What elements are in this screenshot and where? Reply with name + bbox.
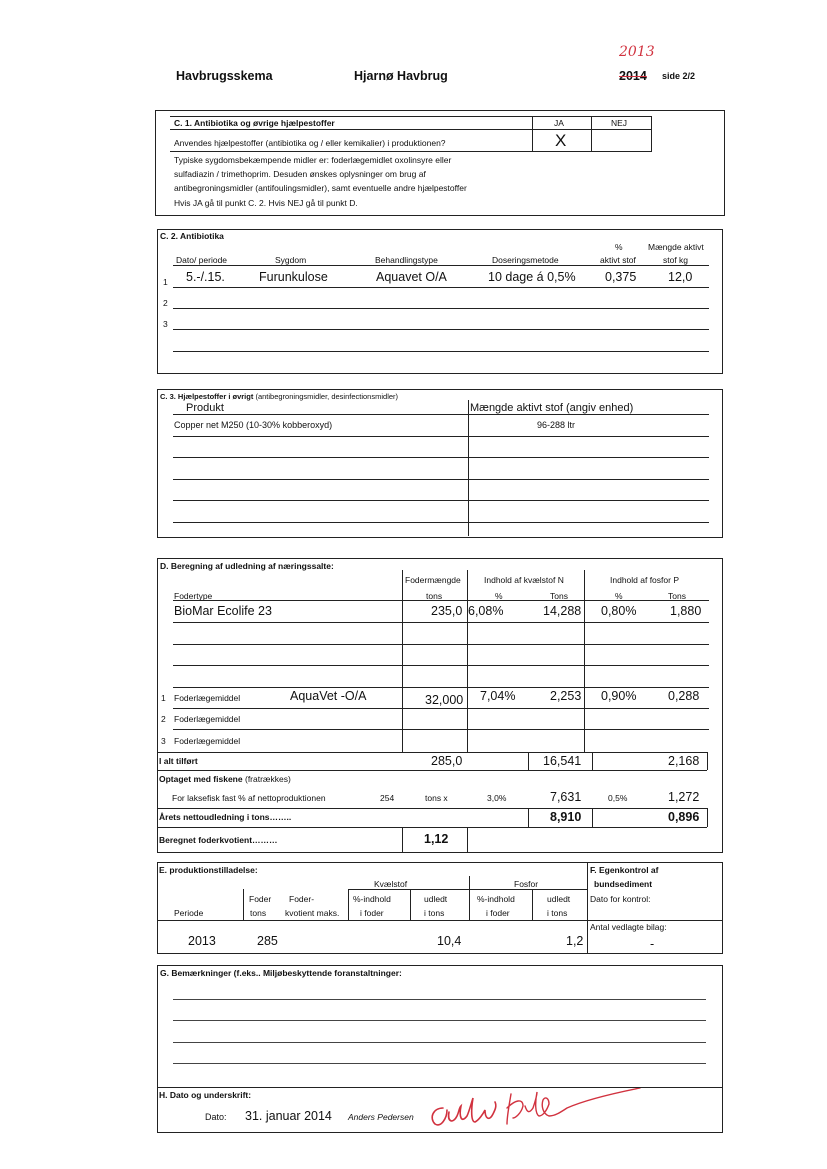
- c1-title: C. 1. Antibiotika og øvrige hjælpestoffer: [174, 118, 335, 128]
- c2-header-maengde-top: Mængde aktivt: [648, 242, 704, 252]
- e-p-ind-bottom: i foder: [486, 908, 510, 918]
- d-laks-unit: tons x: [425, 793, 448, 803]
- c2-header-pct-top: %: [615, 242, 623, 252]
- d-netto-label: Årets nettoudledning i tons……..: [159, 812, 292, 822]
- c1-note-line: sulfadiazin / trimethoprim. Desuden ønskes oplysninger om brug af: [174, 169, 426, 179]
- h-dato-label: Dato:: [205, 1112, 227, 1122]
- c2-header-dato: Dato/ periode: [176, 255, 228, 265]
- c2-header-sygdom: Sygdom: [275, 255, 307, 265]
- form-title: Havbrugsskema: [176, 69, 273, 83]
- d-med-p-pct[interactable]: 0,90%: [601, 689, 637, 703]
- d-med-label: Foderlægemiddel: [174, 736, 241, 746]
- d-feed-tons[interactable]: 235,0: [431, 604, 463, 618]
- farm-name: Hjarnø Havbrug: [354, 69, 448, 83]
- d-col-fodertype: Fodertype: [174, 591, 213, 601]
- section-c2: [157, 229, 723, 374]
- c1-ja-header: JA: [554, 118, 564, 128]
- c2-header-maengde-bottom: stof kg: [663, 255, 689, 265]
- c1-answer-ja[interactable]: X: [555, 131, 567, 150]
- d-feed-name[interactable]: BioMar Ecolife 23: [174, 604, 272, 618]
- d-col-p: Indhold af fosfor P: [610, 575, 679, 585]
- d-total-tons[interactable]: 285,0: [431, 754, 463, 768]
- d-col-n-tons: Tons: [550, 591, 568, 601]
- e-foder2-bottom: kvotient maks.: [285, 908, 340, 918]
- c2-header-behandling: Behandlingstype: [375, 255, 438, 265]
- c2-header-pct-bottom: aktivt stof: [600, 255, 636, 265]
- signature-icon: [425, 1088, 645, 1133]
- c2-dato-value[interactable]: 5.-/.15.: [186, 270, 225, 284]
- e-n-udl-bottom: i tons: [424, 908, 445, 918]
- d-med-n-pct[interactable]: 7,04%: [480, 689, 516, 703]
- d-med-number: 1: [161, 693, 166, 703]
- d-med-number: 2: [161, 714, 166, 724]
- c1-nej-header: NEJ: [611, 118, 628, 128]
- c2-row-number: 1: [163, 277, 168, 287]
- d-feed-p-tons[interactable]: 1,880: [670, 604, 702, 618]
- e-p-udl-bottom: i tons: [547, 908, 568, 918]
- e-foder-value[interactable]: 285: [257, 934, 278, 948]
- handwritten-year: 2013: [619, 44, 655, 60]
- d-netto-p[interactable]: 0,896: [668, 810, 700, 824]
- c2-row-number: 2: [163, 298, 168, 308]
- h-dato-value[interactable]: 31. januar 2014: [245, 1109, 332, 1123]
- c3-col-produkt: Produkt: [186, 402, 224, 414]
- c2-pct-value[interactable]: 0,375: [605, 270, 637, 284]
- c1-note-line: Typiske sygdomsbekæmpende midler er: foderlægemidlet oxolinsyre eller: [174, 155, 452, 165]
- g-title: G. Bemærkninger (f.eks.. Miljøbeskyttende foranstaltninger:: [160, 968, 402, 978]
- d-laks-n[interactable]: 7,631: [550, 790, 582, 804]
- e-title: E. produktionstilladelse:: [159, 865, 258, 875]
- d-total-p[interactable]: 2,168: [668, 754, 700, 768]
- d-total-label: I alt tilført: [159, 756, 198, 766]
- d-laks-p[interactable]: 1,272: [668, 790, 700, 804]
- h-title: H. Dato og underskrift:: [159, 1090, 252, 1100]
- f-dato-label: Dato for kontrol:: [590, 894, 651, 904]
- d-med-tons[interactable]: 32,000: [425, 693, 464, 707]
- c2-behandling-value[interactable]: Aquavet O/A: [376, 270, 447, 284]
- e-p-udl-value[interactable]: 1,2: [566, 934, 584, 948]
- d-feed-n-tons[interactable]: 14,288: [543, 604, 582, 618]
- f-title-2: bundsediment: [594, 879, 653, 889]
- e-p-ind-top: %-indhold: [477, 894, 515, 904]
- f-bilag-value[interactable]: -: [650, 937, 655, 951]
- e-n-udl-top: udledt: [424, 894, 448, 904]
- d-optaget-label: Optaget med fiskene (fratrækkes): [159, 774, 291, 784]
- e-fosfor: Fosfor: [514, 879, 539, 889]
- f-bilag-label: Antal vedlagte bilag:: [590, 922, 667, 932]
- c2-kg-value[interactable]: 12,0: [668, 270, 693, 284]
- d-laks-label: For laksefisk fast % af nettoproduktionen: [172, 793, 326, 803]
- e-foder-bottom: tons: [250, 908, 267, 918]
- f-title-1: F. Egenkontrol af: [590, 865, 659, 875]
- c2-title: C. 2. Antibiotika: [160, 231, 224, 241]
- e-p-udl-top: udledt: [547, 894, 571, 904]
- page-number: side 2/2: [662, 71, 696, 81]
- d-col-p-pct: %: [615, 591, 623, 601]
- d-feed-n-pct[interactable]: 6,08%: [468, 604, 504, 618]
- c2-header-dosering: Doseringsmetode: [492, 255, 559, 265]
- d-kvotient-label: Beregnet foderkvotient………: [159, 835, 278, 845]
- c1-note-line: antibegroningsmidler (antifoulingsmidler), samt eventuelle andre hjælpestoffer: [174, 183, 467, 193]
- d-med-name[interactable]: AquaVet -O/A: [290, 689, 367, 703]
- d-col-fodermaengde: Fodermængde: [405, 575, 461, 585]
- h-name: Anders Pedersen: [348, 1112, 414, 1122]
- d-title: D. Beregning af udledning af næringssalte:: [160, 561, 334, 571]
- d-netto-n[interactable]: 8,910: [550, 810, 582, 824]
- c3-maengde-value[interactable]: 96-288 ltr: [537, 420, 576, 430]
- d-laks-n-pct: 3,0%: [487, 793, 507, 803]
- c2-sygdom-value[interactable]: Furunkulose: [259, 270, 328, 284]
- e-periode-value[interactable]: 2013: [188, 934, 216, 948]
- d-col-n-pct: %: [495, 591, 503, 601]
- e-n-udl-value[interactable]: 10,4: [437, 934, 462, 948]
- d-med-n-tons[interactable]: 2,253: [550, 689, 582, 703]
- e-n-ind-bottom: i foder: [360, 908, 384, 918]
- d-kvotient-value[interactable]: 1,12: [424, 832, 449, 846]
- e-n-ind-top: %-indhold: [353, 894, 391, 904]
- c2-row-number: 3: [163, 319, 168, 329]
- c2-dosering-value[interactable]: 10 dage á 0,5%: [488, 270, 576, 284]
- e-foder-top: Foder: [249, 894, 272, 904]
- d-feed-p-pct[interactable]: 0,80%: [601, 604, 637, 618]
- d-med-number: 3: [161, 736, 166, 746]
- printed-year: 2014: [619, 69, 647, 83]
- e-kvaelstof: Kvælstof: [374, 879, 408, 889]
- d-laks-p-pct: 0,5%: [608, 793, 628, 803]
- section-c3: [157, 389, 723, 538]
- c1-question: Anvendes hjælpestoffer (antibiotika og / eller kemikalier) i produktionen?: [174, 138, 446, 148]
- d-med-label: Foderlægemiddel: [174, 714, 241, 724]
- c3-title: C. 3. Hjælpestoffer i øvrigt (antibegroningsmidler, desinfectionsmidler): [160, 392, 399, 401]
- d-laks-value[interactable]: 254: [380, 793, 395, 803]
- d-total-n[interactable]: 16,541: [543, 754, 582, 768]
- c3-col-maengde: Mængde aktivt stof (angiv enhed): [470, 402, 634, 414]
- d-med-p-tons[interactable]: 0,288: [668, 689, 700, 703]
- c3-produkt-value[interactable]: Copper net M250 (10-30% kobberoxyd): [174, 420, 333, 430]
- d-col-n: Indhold af kvælstof N: [484, 575, 564, 585]
- e-periode: Periode: [174, 908, 204, 918]
- c1-note-line: Hvis JA gå til punkt C. 2. Hvis NEJ gå til punkt D.: [174, 198, 358, 208]
- e-foder2-top: Foder-: [289, 894, 315, 904]
- d-col-tons: tons: [426, 591, 443, 601]
- d-med-label: Foderlægemiddel: [174, 693, 241, 703]
- d-col-p-tons: Tons: [668, 591, 686, 601]
